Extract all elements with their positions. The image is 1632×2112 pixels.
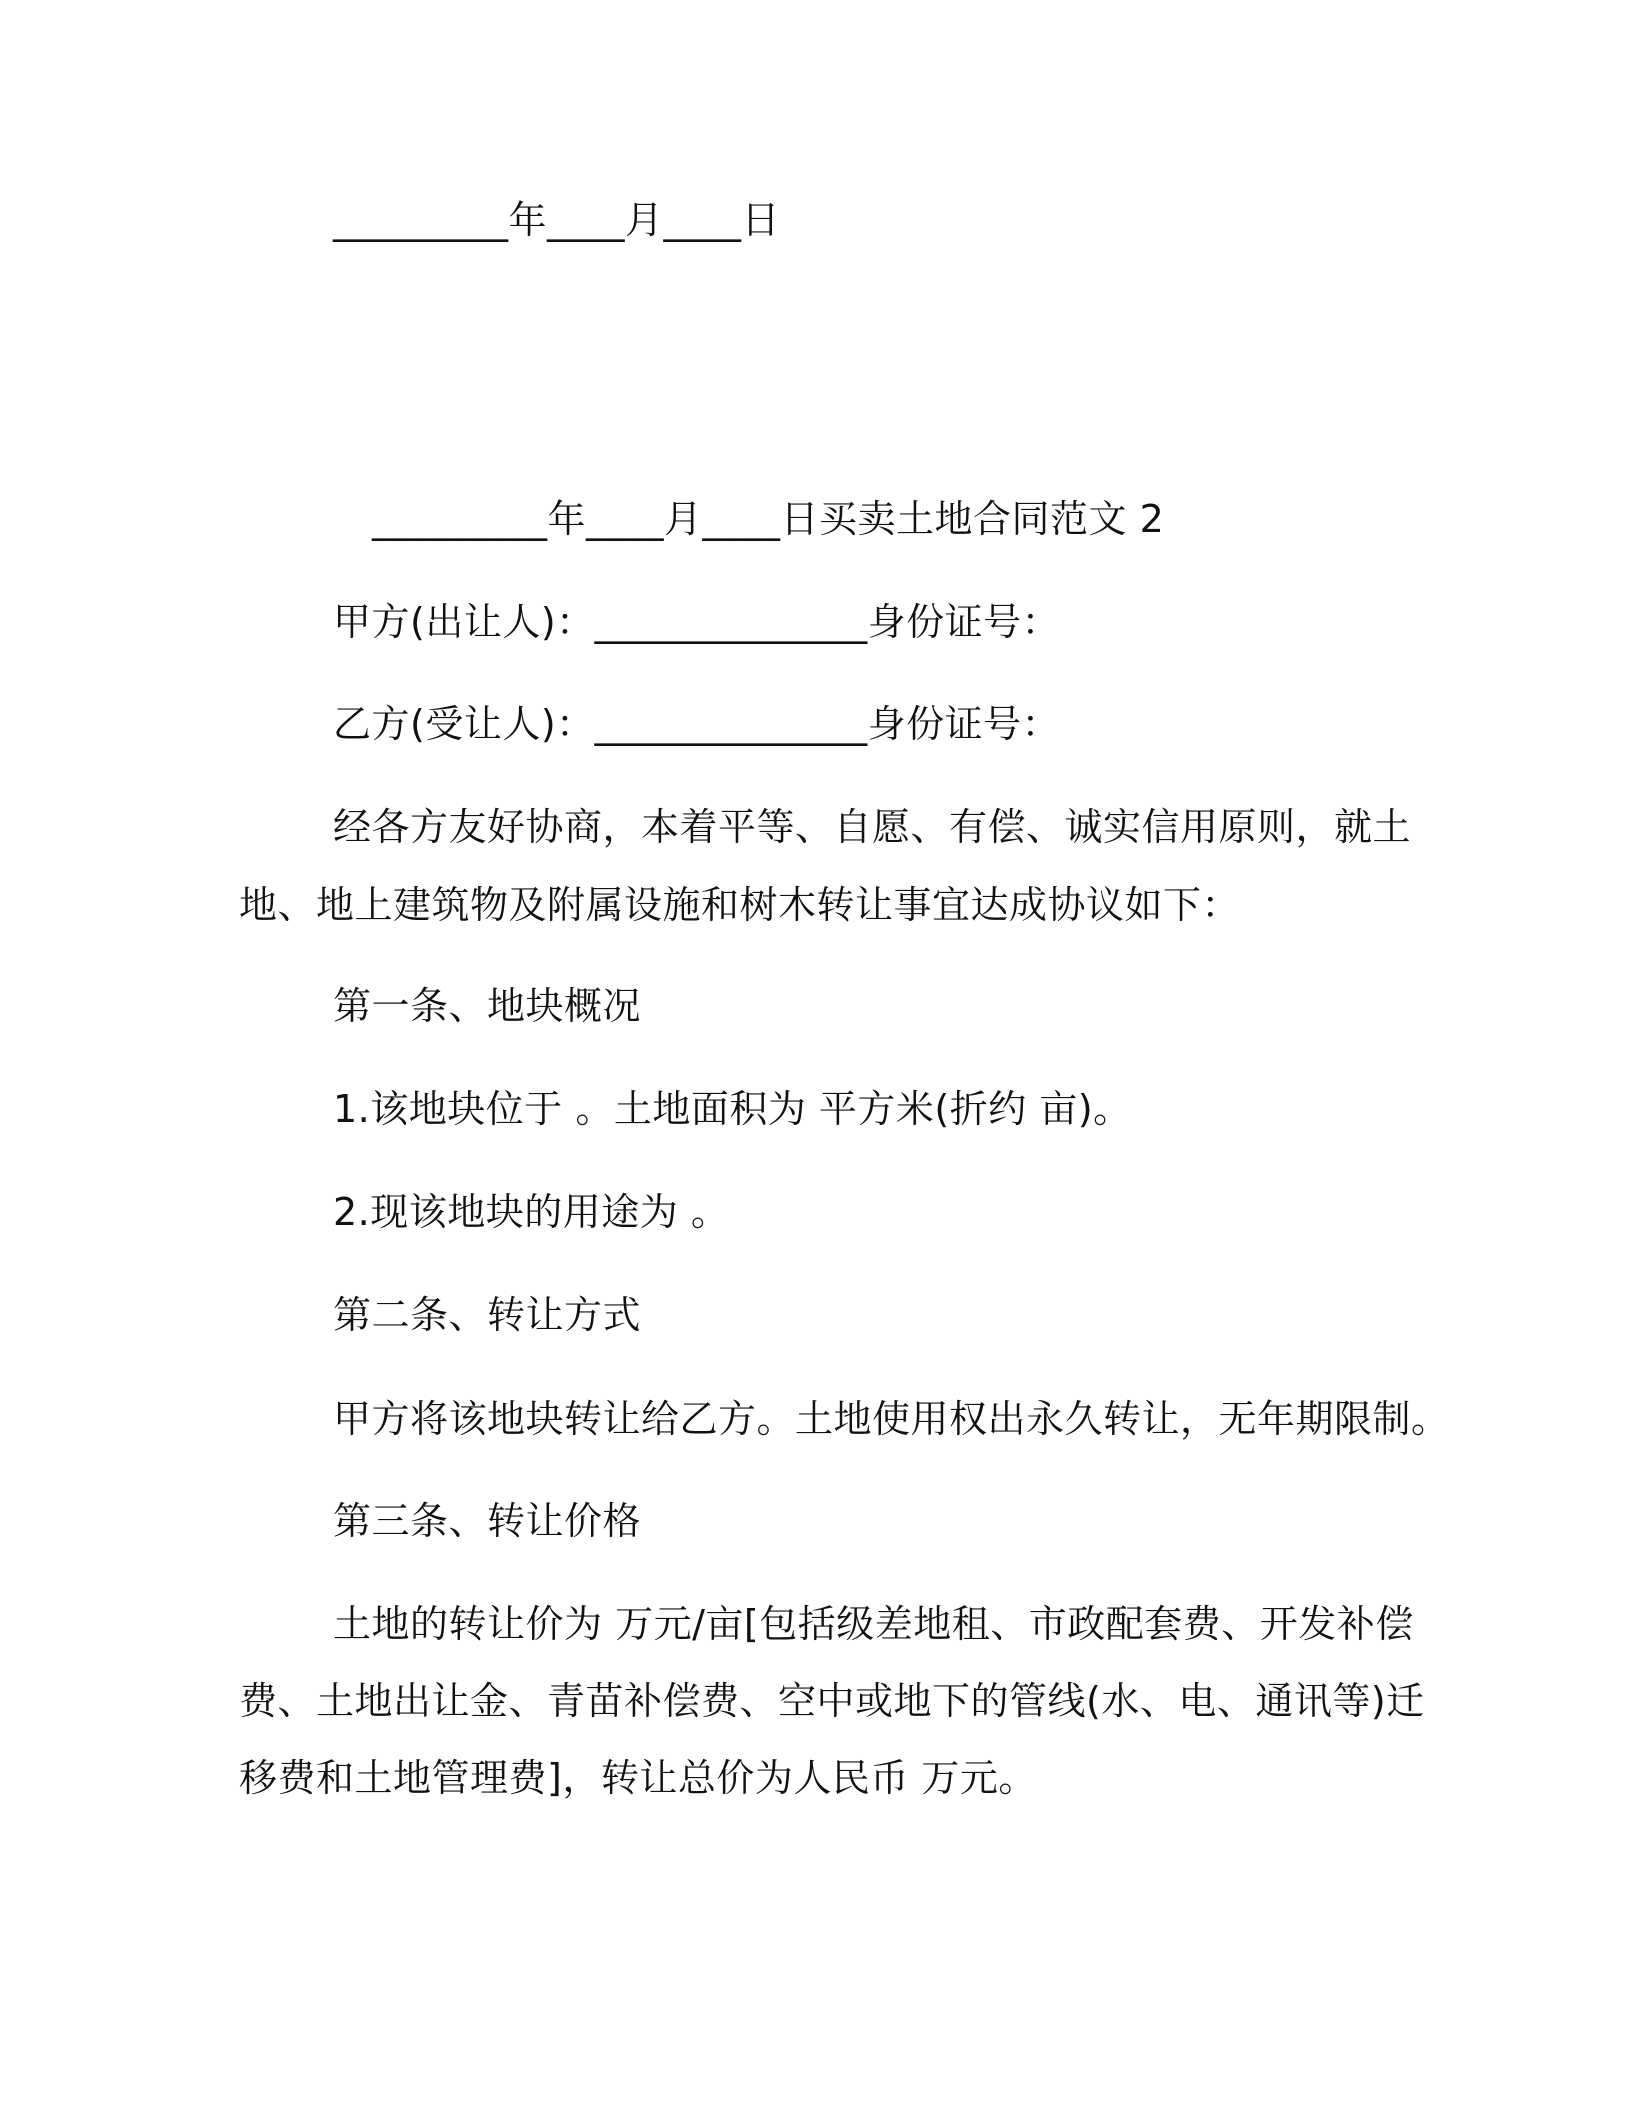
article-3-line-2: 费、土地出让金、青苗补偿费、空中或地下的管线(水、电、通讯等)迁	[239, 1679, 1425, 1723]
preamble-line-2: 地、地上建筑物及附属设施和树木转让事宜达成协议如下：	[239, 883, 1241, 927]
party-a-line: 甲方(出让人)：______________身份证号：	[333, 600, 1061, 644]
document-title: _________年____月____日买卖土地合同范文 2	[372, 497, 1165, 541]
article-3-line-3: 移费和土地管理费]，转让总价为人民币 万元。	[239, 1756, 1037, 1800]
article-2-text: 甲方将该地块转让给乙方。土地使用权出永久转让，无年期限制。	[333, 1397, 1450, 1441]
article-1-heading: 第一条、地块概况	[333, 984, 642, 1028]
article-2-heading: 第二条、转让方式	[333, 1293, 642, 1337]
article-1-item-1: 1.该地块位于 。土地面积为 平方米(折约 亩)。	[333, 1087, 1132, 1131]
date-line: _________年____月____日	[333, 198, 781, 242]
article-3-line-1: 土地的转让价为 万元/亩[包括级差地租、市政配套费、开发补偿	[333, 1602, 1414, 1646]
article-1-item-2: 2.现该地块的用途为 。	[333, 1190, 730, 1234]
party-b-line: 乙方(受让人)：______________身份证号：	[333, 702, 1061, 746]
article-3-heading: 第三条、转让价格	[333, 1499, 642, 1543]
preamble-line-1: 经各方友好协商，本着平等、自愿、有偿、诚实信用原则，就土	[333, 805, 1412, 849]
